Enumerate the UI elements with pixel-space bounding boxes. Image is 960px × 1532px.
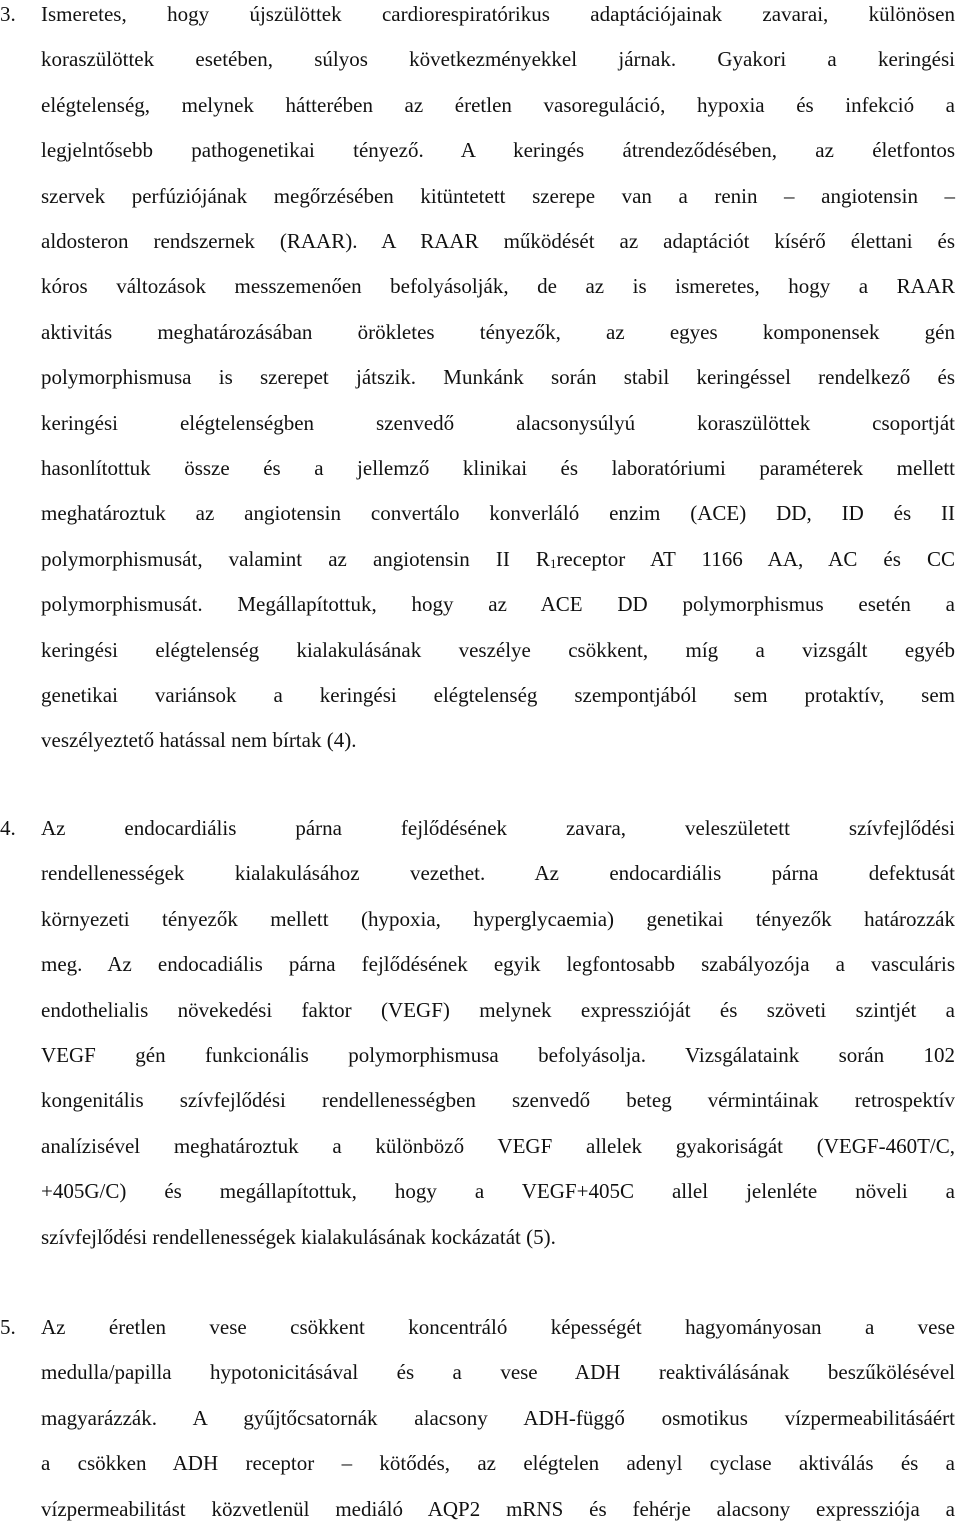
text-line: endothelialis növekedési faktor (VEGF) melynek expresszióját és szöveti szintjét a [41,997,955,1022]
text-line: Ismeretes, hogy újszülöttek cardiorespiratórikus adaptációjainak zavarai, különösen [41,2,955,26]
text-line: koraszülöttek esetében, súlyos következményekkel járnak. Gyakori a keringési [41,47,955,72]
text-line: szervek perfúziójának megőrzésében kitüntetett szerepe van a renin – angiotensin – [41,183,955,208]
text-line: elégtelenség, melynek hátterében az éretlen vasoreguláció, hypoxia és infekció a [41,92,955,117]
text-line: aktivitás meghatározásában örökletes tényezők, az egyes komponensek gén [41,319,955,344]
text-line: keringési elégtelenség kialakulásának veszélye csökkent, míg a vizsgált egyéb [41,637,955,662]
text-line: meghatároztuk az angiotensin convertálo konverláló enzim (ACE) DD, ID és II [41,501,955,526]
text-line: veszélyeztető hatással nem bírtak (4). [41,728,357,753]
text-line: a csökken ADH receptor – kötődés, az elégtelen adenyl cyclase aktiválás és a [41,1451,955,1476]
list-item-number: 4. [0,816,16,840]
text-line: meg. Az endocadiális párna fejlődésének egyik legfontosabb szabályozója a vasculáris [41,952,955,977]
text-line: analízisével meghatároztuk a különböző VEGF allelek gyakoriságát (VEGF-460T/C, [41,1133,955,1158]
text-fragment: polymorphismusát, valamint az angiotensin II R [41,546,550,571]
text-fragment: receptor AT 1166 AA, AC és CC [556,546,956,571]
text-line: kóros változások messzemenően befolyásolják, de az is ismeretes, hogy a RAAR [41,274,955,299]
subscript: 1 [549,555,557,571]
text-line: szívfejlődési rendellenességek kialakulásának kockázatát (5). [41,1224,556,1249]
text-line: genetikai variánsok a keringési elégtelenség szempontjából sem protaktív, sem [41,683,955,707]
text-line: aldosteron rendszernek (RAAR). A RAAR működését az adaptációt kísérő élettani és [41,229,955,253]
text-line: keringési elégtelenségben szenvedő alacsonysúlyú koraszülöttek csoportját [41,410,955,435]
text-line: Az endocardiális párna fejlődésének zavara, veleszületett szívfejlődési [41,816,955,840]
text-line: vízpermeabilitást közvetlenül mediáló AQP2 mRNS és fehérje alacsony expressziója a [41,1496,955,1521]
text-line: VEGF gén funkcionális polymorphismusa befolyásolja. Vizsgálataink során 102 [41,1043,955,1067]
text-line: polymorphismusát. Megállapítottuk, hogy az ACE DD polymorphismus esetén a [41,592,955,617]
text-line: polymorphismusa is szerepet játszik. Munkánk során stabil keringéssel rendelkező és [41,365,955,390]
text-line: kongenitális szívfejlődési rendellenességben szenvedő beteg vérmintáinak retrospektív [41,1088,955,1113]
text-line: medulla/papilla hypotonicitásával és a vese ADH reaktiválásának beszűkölésével [41,1360,955,1385]
text-line: Az éretlen vese csökkent koncentráló képességét hagyományosan a vese [41,1315,955,1339]
list-item-4 [0,806,960,1260]
list-item-3 [0,0,960,764]
text-line: magyarázzák. A gyűjtőcsatornák alacsony ADH-függő osmotikus vízpermeabilitásáért [41,1405,955,1430]
text-line-with-subscript [41,537,955,582]
text-line: rendellenességek kialakulásához vezethet. Az endocardiális párna defektusát [41,861,955,886]
list-item-5 [0,1305,960,1532]
text-line: +405G/C) és megállapítottuk, hogy a VEGF+405C allel jelenléte növeli a [41,1179,955,1204]
text-line: hasonlítottuk össze és a jellemző klinikai és laboratóriumi paraméterek mellett [41,456,955,480]
text-line: környezeti tényezők mellett (hypoxia, hyperglycaemia) genetikai tényezők határozzák [41,906,955,931]
text-line: legjelntősebb pathogenetikai tényező. A keringés átrendeződésében, az életfontos [41,138,955,163]
list-item-number: 3. [0,2,16,26]
list-item-number: 5. [0,1315,16,1339]
